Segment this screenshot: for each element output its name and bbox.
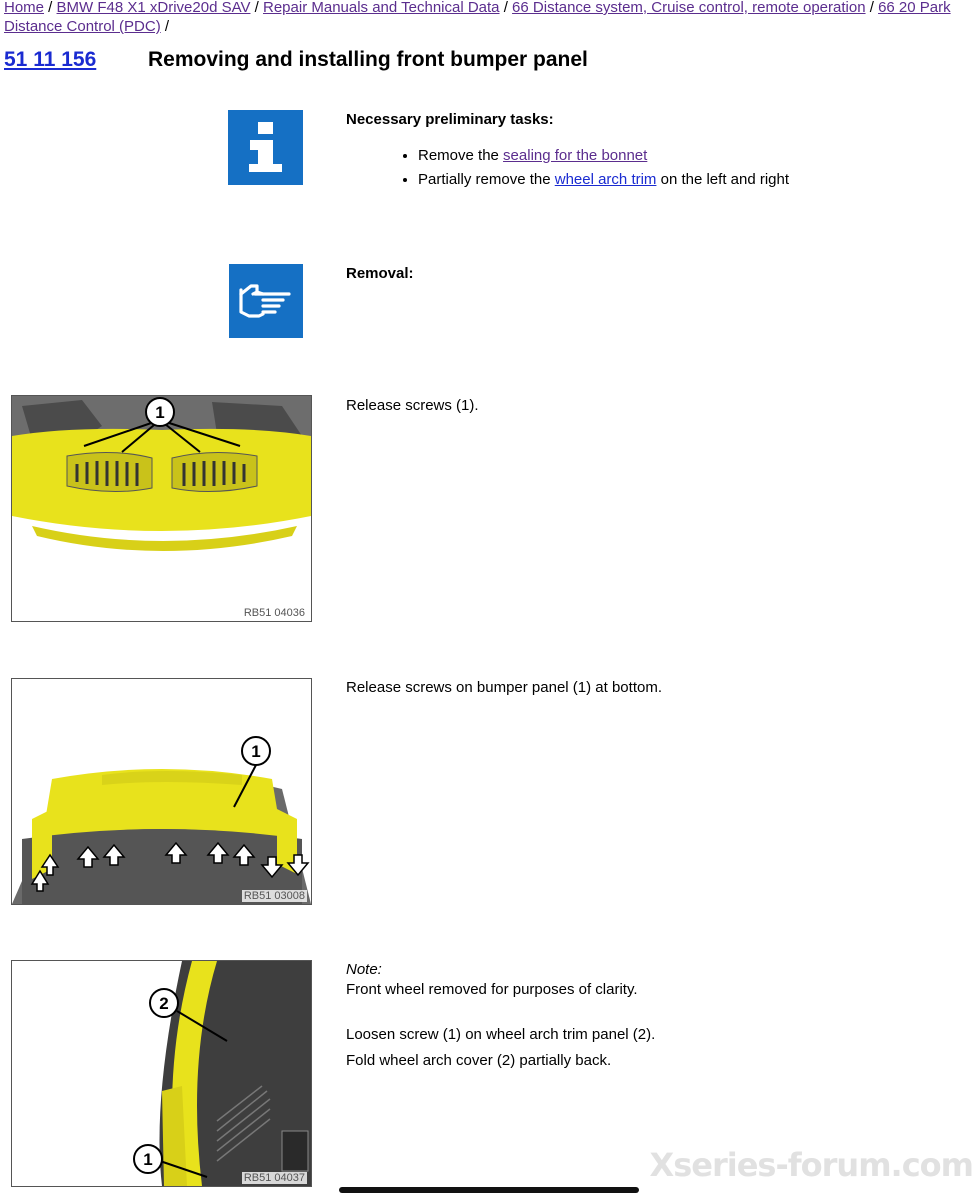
callout-1: 1 (155, 403, 165, 422)
callout-1: 1 (143, 1150, 153, 1169)
callout-1: 1 (251, 742, 261, 761)
figure-bumper-top-screws (11, 395, 312, 622)
breadcrumb-distance-system[interactable]: 66 Distance system, Cruise control, remote operation (512, 0, 866, 16)
watermark: Xseries-forum.com (649, 1146, 973, 1184)
breadcrumb-model[interactable]: BMW F48 X1 xDrive20d SAV (56, 0, 251, 16)
list-item (418, 168, 789, 192)
figure-label: RB51 04037 (243, 1172, 305, 1184)
info-icon (228, 110, 303, 185)
breadcrumb-separator: / (160, 18, 170, 35)
list-item-text: Partially remove the (418, 171, 555, 188)
step-2-text: Release screws on bumper panel (1) at bottom. (346, 679, 662, 696)
step-3-line-1: Loosen screw (1) on wheel arch trim panel (2). (346, 1026, 656, 1043)
note-label: Note: (346, 961, 382, 978)
breadcrumb-separator: / (865, 0, 879, 16)
step-3-text (346, 960, 655, 1071)
note-text: Front wheel removed for purposes of clarity. (346, 981, 638, 998)
breadcrumb-separator: / (250, 0, 263, 16)
pointing-hand-icon (229, 264, 303, 338)
page-title-number[interactable]: 51 11 156 (4, 48, 97, 71)
list-item (418, 144, 789, 168)
preliminary-tasks-list (346, 144, 789, 192)
breadcrumb (4, 0, 974, 36)
list-item-text: Remove the (418, 147, 504, 164)
figure-wheel-arch (11, 960, 312, 1187)
callout-2: 2 (159, 994, 169, 1013)
breadcrumb-separator: / (44, 0, 57, 16)
step-1-text: Release screws (1). (346, 397, 479, 414)
preliminary-tasks-heading: Necessary preliminary tasks: (346, 111, 554, 128)
list-item-text: on the left and right (656, 171, 790, 188)
home-indicator[interactable] (339, 1187, 639, 1193)
breadcrumb-manuals[interactable]: Repair Manuals and Technical Data (263, 0, 500, 16)
figure-bumper-bottom-screws (11, 678, 312, 905)
link-sealing-bonnet[interactable]: sealing for the bonnet (503, 147, 648, 164)
breadcrumb-separator: / (499, 0, 513, 16)
link-wheel-arch-trim[interactable]: wheel arch trim (554, 171, 657, 188)
figure-label: RB51 03008 (243, 890, 305, 902)
removal-heading: Removal: (346, 265, 414, 282)
figure-label: RB51 04036 (243, 607, 305, 619)
breadcrumb-pdc[interactable]: 66 20 Park Distance Control (PDC) (4, 0, 951, 35)
step-3-line-2: Fold wheel arch cover (2) partially back. (346, 1052, 612, 1069)
breadcrumb-home[interactable]: Home (4, 0, 45, 16)
page-title: Removing and installing front bumper panel (148, 48, 588, 71)
